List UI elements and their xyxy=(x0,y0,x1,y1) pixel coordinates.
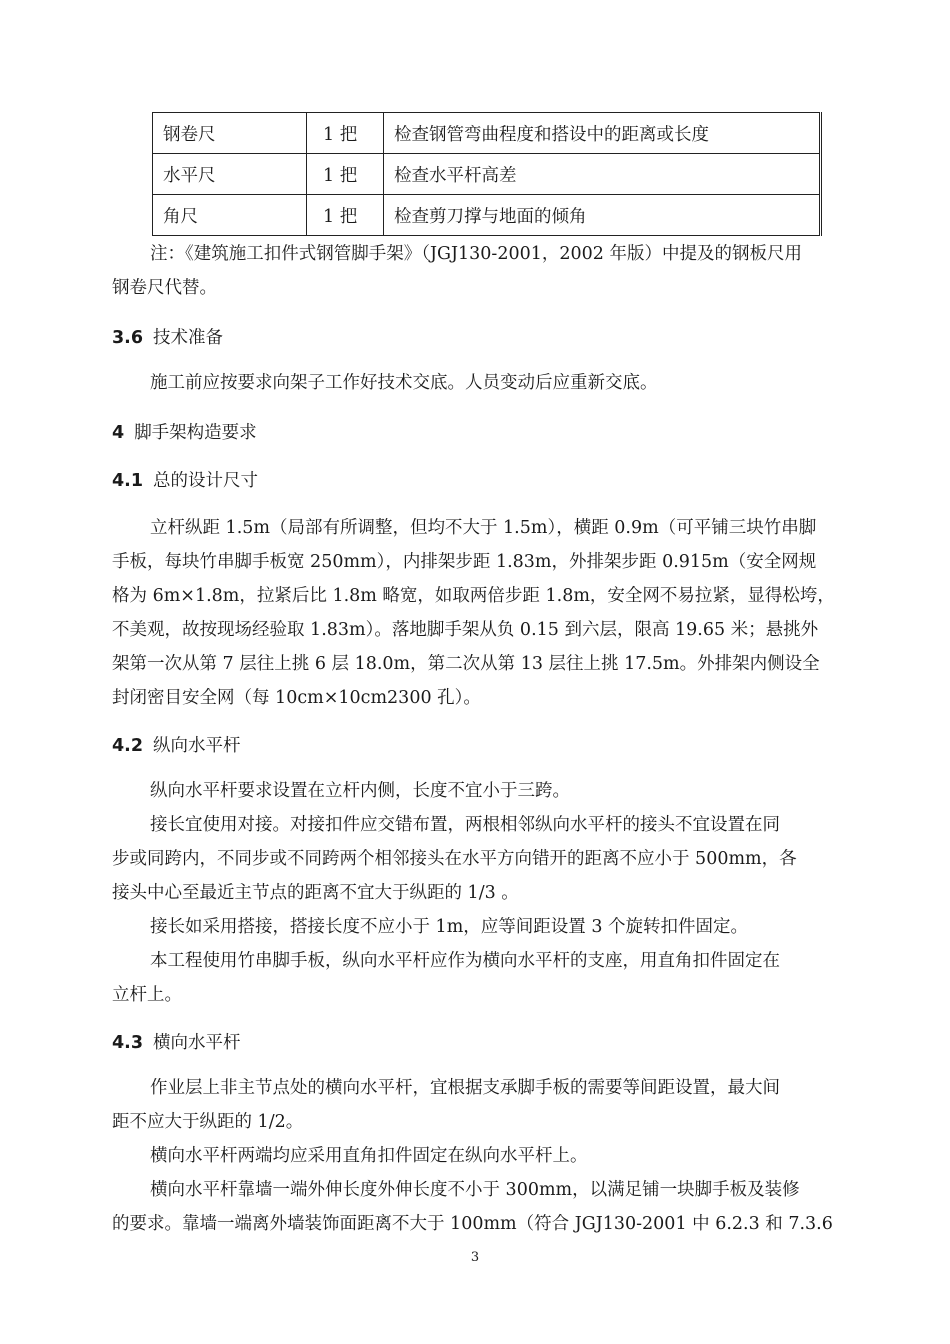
section-number: 4.1 xyxy=(112,471,144,491)
tools-table xyxy=(152,112,822,236)
paragraph-line: 格为 6m×1.8m，拉紧后比 1.8m 略宽，如取两倍步距 1.8m，安全网不易拉紧，显得松垮， xyxy=(112,586,835,606)
paragraph-line: 立杆上。 xyxy=(112,985,182,1005)
section-number: 4.3 xyxy=(112,1033,144,1053)
section-title: 脚手架构造要求 xyxy=(134,423,257,443)
paragraph-line: 手板，每块竹串脚手板宽 250mm），内排架步距 1.83m，外排架步距 0.915m（安全网规 xyxy=(112,552,817,572)
tool-name-cell: 水平尺 xyxy=(153,154,307,195)
paragraph-line: 架第一次从第 7 层往上挑 6 层 18.0m，第二次从第 13 层往上挑 17.5m。外排架内侧设全 xyxy=(112,654,820,674)
paragraph-line: 的要求。靠墙一端离外墙装饰面距离不大于 100mm（符合 JGJ130-2001 中 6.2.3 和 7.3.6 xyxy=(112,1214,833,1234)
tool-name-cell: 钢卷尺 xyxy=(153,113,307,154)
paragraph-line: 不美观，故按现场经验取 1.83m）。落地脚手架从负 0.15 到六层，限高 19.65 米；悬挑外 xyxy=(112,620,819,640)
section-heading-4-3 xyxy=(112,1031,241,1055)
section-title: 总的设计尺寸 xyxy=(153,471,259,491)
paragraph-line: 横向水平杆靠墙一端外伸长度外伸长度不小于 300mm，以满足铺一块脚手板及装修 xyxy=(150,1180,800,1200)
table-row xyxy=(153,195,821,236)
paragraph-line: 接长宜使用对接。对接扣件应交错布置，两根相邻纵向水平杆的接头不宜设置在同 xyxy=(150,815,780,835)
tool-qty-cell: 1 把 xyxy=(307,113,384,154)
section-heading-4 xyxy=(112,421,257,445)
paragraph-line: 封闭密目安全网（每 10cm×10cm2300 孔）。 xyxy=(112,688,481,708)
section-number: 4.2 xyxy=(112,736,144,756)
paragraph-line: 步或同跨内，不同步或不同跨两个相邻接头在水平方向错开的距离不应小于 500mm，各 xyxy=(112,849,797,869)
section-title: 横向水平杆 xyxy=(153,1033,241,1053)
paragraph-line: 立杆纵距 1.5m（局部有所调整，但均不大于 1.5m），横距 0.9m（可平铺三块竹串脚 xyxy=(150,518,817,538)
paragraph-line: 作业层上非主节点处的横向水平杆，宜根据支承脚手板的需要等间距设置，最大间 xyxy=(150,1078,780,1098)
tool-purpose-cell: 检查钢管弯曲程度和搭设中的距离或长度 xyxy=(384,113,821,154)
section-heading-4-2 xyxy=(112,734,241,758)
section-heading-4-1 xyxy=(112,469,258,493)
tool-qty-cell: 1 把 xyxy=(307,195,384,236)
section-heading-3-6 xyxy=(112,326,223,350)
note-line: 注：《建筑施工扣件式钢管脚手架》（JGJ130-2001，2002 年版）中提及的钢板尺用 xyxy=(150,244,802,264)
paragraph-line: 横向水平杆两端均应采用直角扣件固定在纵向水平杆上。 xyxy=(150,1146,588,1166)
table-row xyxy=(153,154,821,195)
paragraph-line: 接长如采用搭接，搭接长度不应小于 1m，应等间距设置 3 个旋转扣件固定。 xyxy=(150,917,749,937)
page-number: 3 xyxy=(470,1250,480,1265)
paragraph-line: 距不应大于纵距的 1/2。 xyxy=(112,1112,304,1132)
section-number: 3.6 xyxy=(112,328,144,348)
tool-purpose-cell: 检查剪刀撑与地面的倾角 xyxy=(384,195,821,236)
paragraph-line: 接头中心至最近主节点的距离不宜大于纵距的 1/3 。 xyxy=(112,883,519,903)
tool-purpose-cell: 检查水平杆高差 xyxy=(384,154,821,195)
section-title: 纵向水平杆 xyxy=(153,736,241,756)
note-line: 钢卷尺代替。 xyxy=(112,278,217,298)
paragraph-line: 施工前应按要求向架子工作好技术交底。人员变动后应重新交底。 xyxy=(150,373,658,393)
section-number: 4 xyxy=(112,423,125,443)
paragraph-line: 纵向水平杆要求设置在立杆内侧，长度不宜小于三跨。 xyxy=(150,781,570,801)
section-title: 技术准备 xyxy=(153,328,224,348)
paragraph-line: 本工程使用竹串脚手板，纵向水平杆应作为横向水平杆的支座，用直角扣件固定在 xyxy=(150,951,780,971)
tool-name-cell: 角尺 xyxy=(153,195,307,236)
table-row xyxy=(153,113,821,154)
tool-qty-cell: 1 把 xyxy=(307,154,384,195)
